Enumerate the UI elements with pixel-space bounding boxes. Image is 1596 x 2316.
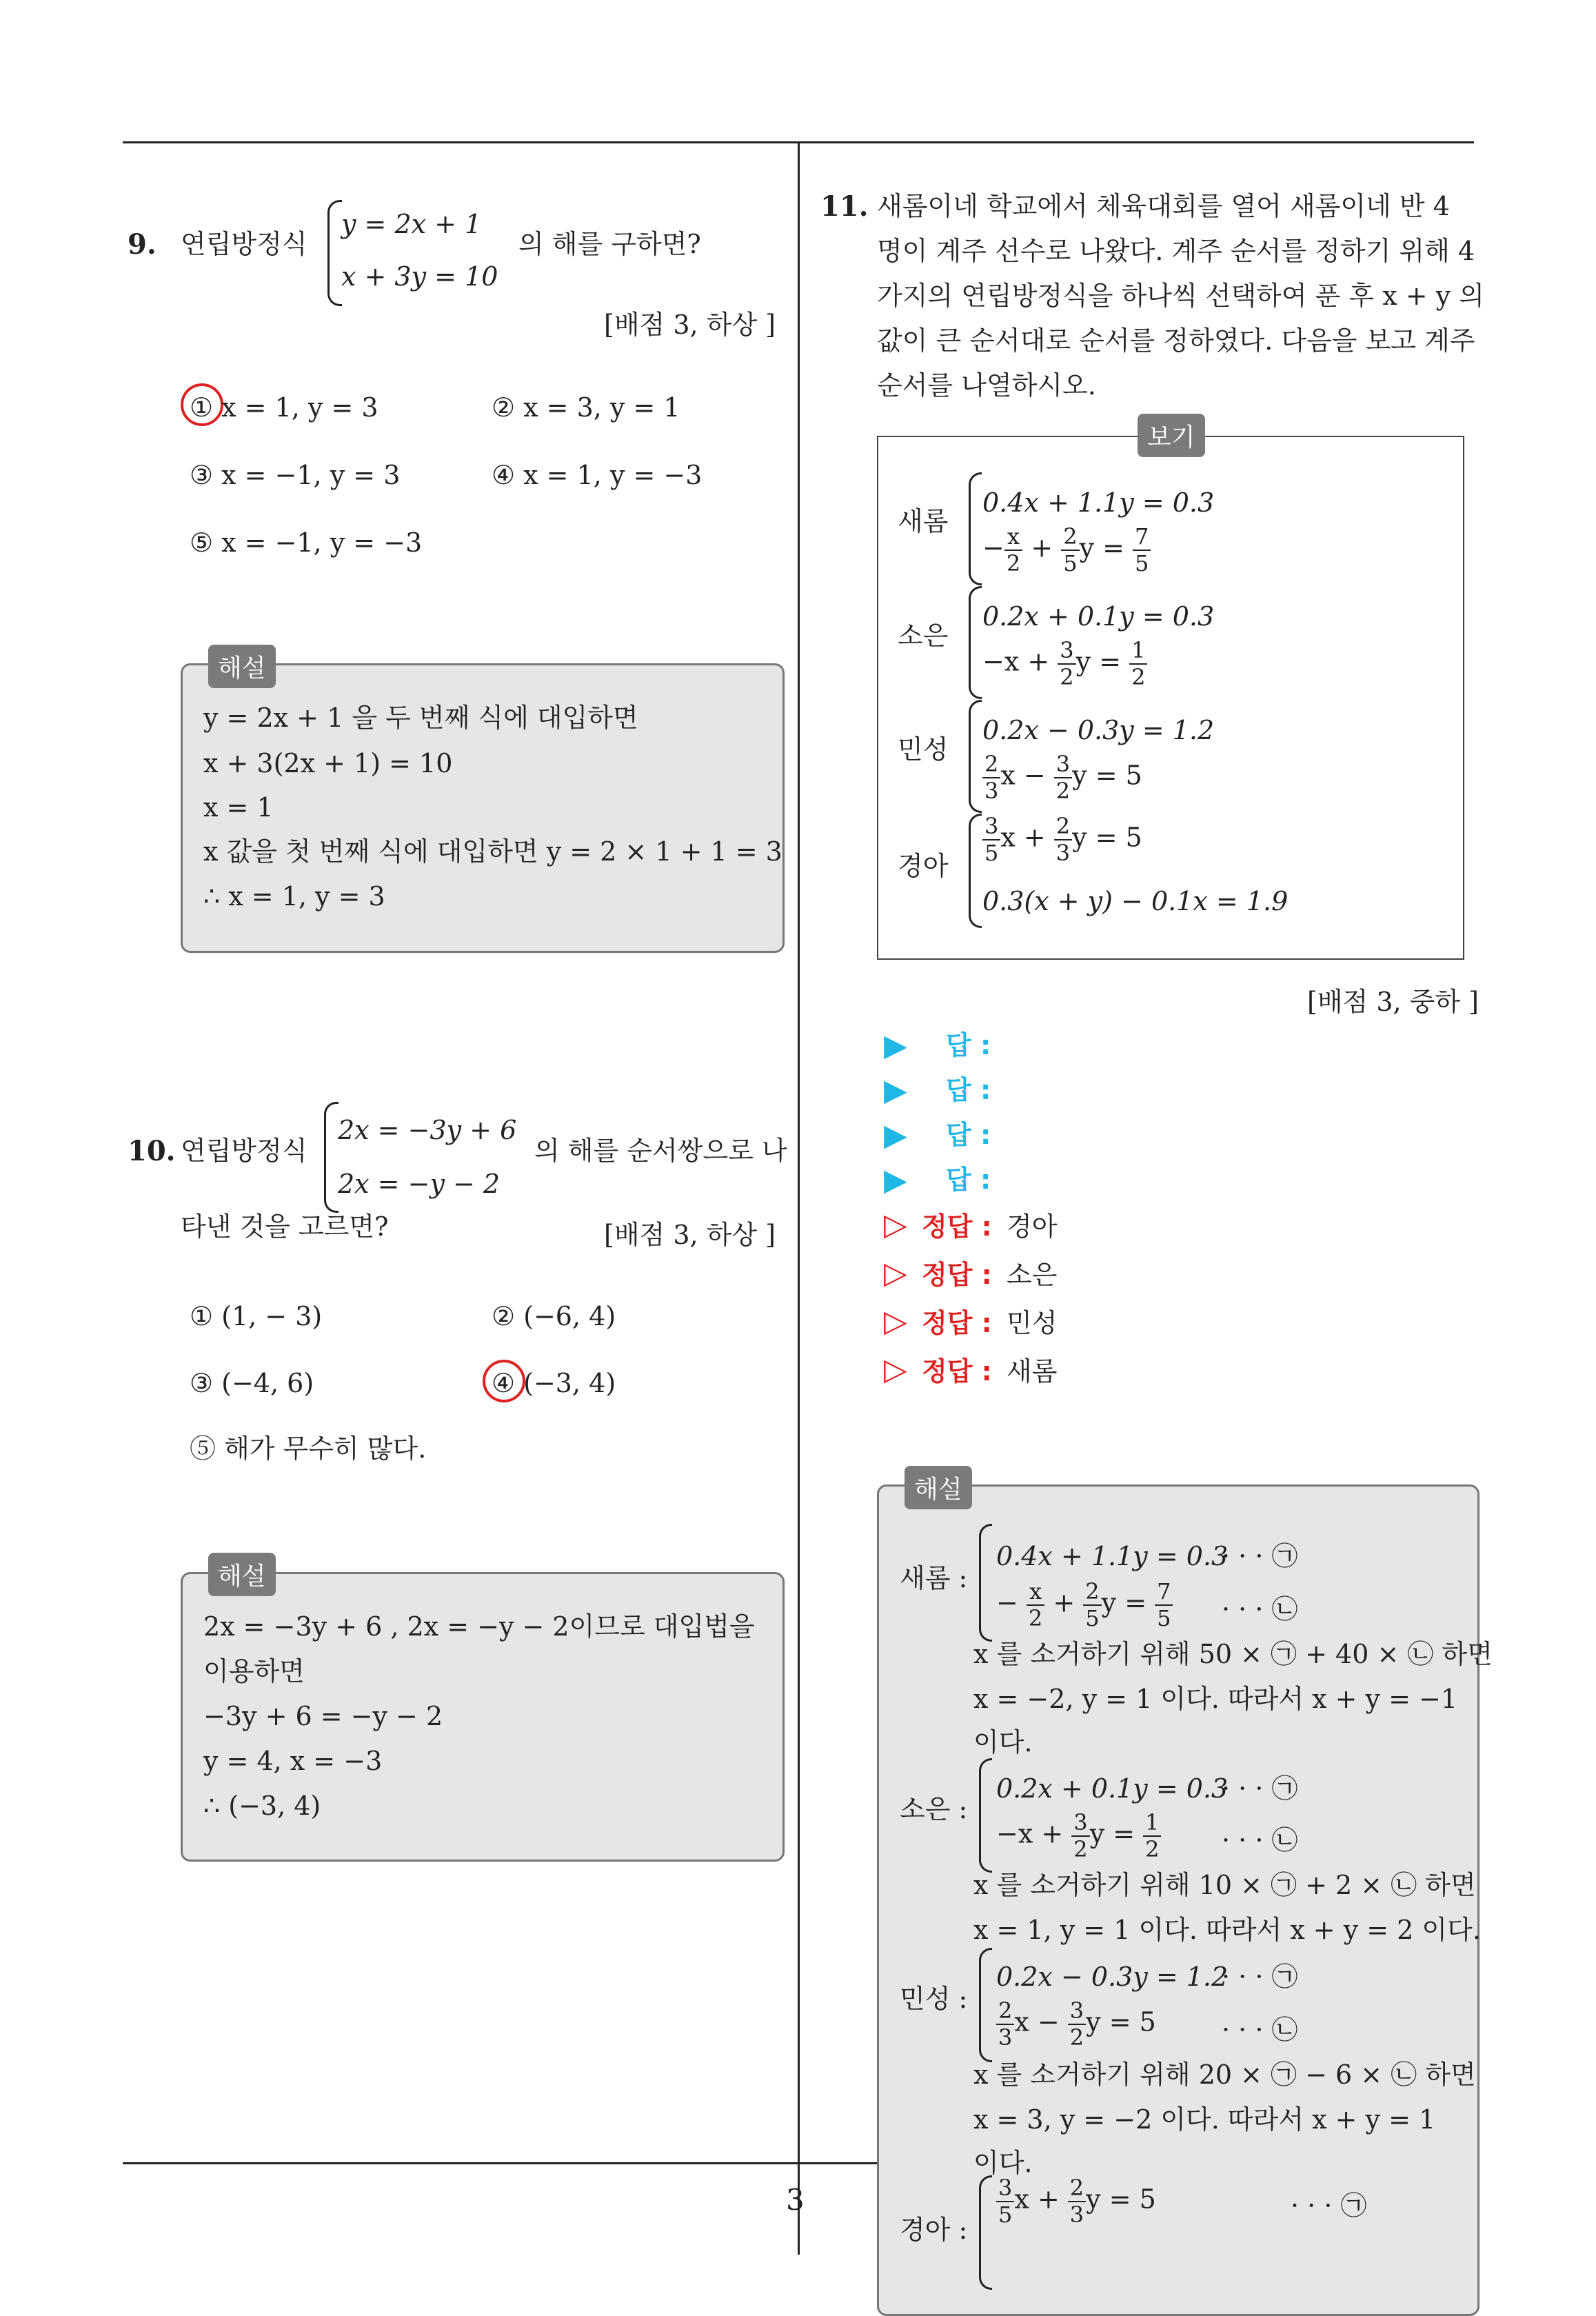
q9-score: [배점 3, 하상 ] <box>604 310 776 340</box>
q11-text-2: 명이 계주 선수로 나왔다. 계주 순서를 정하기 위해 4 <box>877 236 1475 266</box>
answer-arrow-3: ▶ <box>884 1118 907 1153</box>
exp-name-minseong: 민성 : <box>900 1984 968 2014</box>
exp-l2-minseong: x = 3, y = −2 이다. 따라서 x + y = 1 <box>973 2104 1436 2135</box>
q9-eq1: y = 2x + 1 <box>341 209 482 239</box>
correct-label-4: 정답 : <box>922 1356 992 1387</box>
correct-answer-4: 새롬 <box>1007 1356 1058 1387</box>
exp-eq2-saerom: − $\frac{x}{2}$ + $\frac{2}{5}$ y = $\frac{7}{5}$ <box>996 1579 1173 1631</box>
q11-bogi-tag: 보기 <box>1138 414 1205 457</box>
bogi-brace-minseong <box>969 700 982 813</box>
exp-l2-saerom: x = −2, y = 1 이다. 따라서 x + y = −1 <box>973 1684 1458 1714</box>
exp-l2-soeun: x = 1, y = 1 이다. 따라서 x + y = 2 이다. <box>973 1915 1481 1945</box>
q10-choice-2[interactable]: ② (−6, 4) <box>492 1301 616 1331</box>
answer-label-2[interactable]: 답 : <box>946 1075 991 1105</box>
q9-eq2: x + 3y = 10 <box>341 261 498 292</box>
correct-label-3: 정답 : <box>922 1308 992 1338</box>
bogi-eq1-soeun: 0.2x + 0.1y = 0.3 <box>982 601 1215 632</box>
q10-choice-4[interactable]: ④ (−3, 4) <box>492 1368 616 1398</box>
bogi-eq1-minseong: 0.2x − 0.3y = 1.2 <box>982 715 1215 745</box>
exp-mark2-soeun: · · · ㉡ <box>1222 1825 1298 1855</box>
q10-score: [배점 3, 하상 ] <box>604 1220 776 1250</box>
exp-name-soeun: 소은 : <box>900 1794 968 1824</box>
bogi-name-gyeonga: 경아 <box>898 851 949 881</box>
bogi-name-minseong: 민성 <box>898 734 949 765</box>
q10-choice-1[interactable]: ① (1, − 3) <box>190 1301 323 1331</box>
q9-suffix: 의 해를 구하면? <box>518 229 701 259</box>
q9-choice-4[interactable]: ④ x = 1, y = −3 <box>492 460 703 490</box>
page-number: 3 <box>786 2183 805 2217</box>
bogi-eq1-gyeonga: $\frac{3}{5}$ x + $\frac{2}{3}$ y = 5 <box>982 814 1142 866</box>
answer-arrow-2: ▶ <box>884 1073 907 1108</box>
bogi-eq1-saerom: 0.4x + 1.1y = 0.3 <box>982 487 1215 518</box>
q9-explain-line-1: y = 2x + 1 을 두 번째 식에 대입하면 <box>203 703 638 733</box>
q9-brace <box>327 200 342 306</box>
q11-text-1: 새롬이네 학교에서 체육대회를 열어 새롬이네 반 4 <box>877 191 1450 221</box>
correct-label-1: 정답 : <box>922 1211 992 1242</box>
q9-choice-5[interactable]: ⑤ x = −1, y = −3 <box>190 527 423 558</box>
answer-label-3[interactable]: 답 : <box>946 1120 991 1150</box>
bogi-brace-gyeonga <box>969 814 982 928</box>
q11-text-4: 값이 큰 순서대로 순서를 정하였다. 다음을 보고 계주 <box>877 325 1475 356</box>
q10-prefix: 연립방정식 <box>181 1136 307 1166</box>
exp-mark2-minseong: · · · ㉡ <box>1222 2015 1298 2045</box>
exp-l3-saerom: 이다. <box>973 1727 1033 1758</box>
exp-l3-minseong: 이다. <box>973 2148 1033 2178</box>
q9-number: 9. <box>128 228 156 261</box>
exp-l1-soeun: x 를 소거하기 위해 10 × ㉠ + 2 × ㉡ 하면 <box>973 1870 1476 1900</box>
q10-eq1: 2x = −3y + 6 <box>338 1115 517 1145</box>
answer-arrow-4: ▶ <box>884 1162 907 1198</box>
bogi-brace-saerom <box>969 472 982 585</box>
exp-mark1-soeun: · · · ㉠ <box>1222 1773 1298 1804</box>
bogi-brace-soeun <box>969 586 982 699</box>
correct-answer-1: 경아 <box>1007 1211 1058 1242</box>
exp-eq2-soeun: −x + $\frac{3}{2}$ y = $\frac{1}{2}$ <box>996 1810 1161 1862</box>
exp-mark1-saerom: · · · ㉠ <box>1222 1541 1298 1571</box>
q9-explanation-tag: 해설 <box>208 645 276 688</box>
q10-choice-3[interactable]: ③ (−4, 6) <box>190 1368 314 1398</box>
exp-eq1-gyeonga: $\frac{3}{5}$ x + $\frac{2}{3}$ y = 5 <box>996 2175 1156 2228</box>
q9-choice-1[interactable]: ① x = 1, y = 3 <box>190 392 378 423</box>
exp-brace-minseong <box>979 1948 992 2062</box>
bogi-eq2-gyeonga: 0.3(x + y) − 0.1x = 1.9 <box>982 886 1289 916</box>
q9-explain-line-3: x = 1 <box>203 792 274 823</box>
exp-name-gyeonga: 경아 : <box>900 2215 968 2245</box>
q10-choice-5[interactable]: ⑤ 해가 무수히 많다. <box>190 1433 427 1464</box>
q10-explain-line-2: 이용하면 <box>203 1656 305 1686</box>
answer-arrow-1: ▶ <box>884 1028 907 1063</box>
answer-label-4[interactable]: 답 : <box>946 1165 991 1195</box>
q11-score: [배점 3, 중하 ] <box>1307 987 1479 1017</box>
q10-explain-line-4: y = 4, x = −3 <box>203 1746 383 1776</box>
exp-l1-minseong: x 를 소거하기 위해 20 × ㉠ − 6 × ㉡ 하면 <box>973 2060 1476 2090</box>
q9-explain-line-2: x + 3(2x + 1) = 10 <box>203 748 453 778</box>
q11-text-3: 가지의 연립방정식을 하나씩 선택하여 푼 후 x + y 의 <box>877 281 1484 311</box>
exp-brace-saerom <box>979 1524 992 1642</box>
bogi-eq2-soeun: −x + $\frac{3}{2}$ y = $\frac{1}{2}$ <box>982 638 1147 690</box>
column-divider <box>798 141 800 2255</box>
q10-eq2: 2x = −y − 2 <box>338 1169 501 1199</box>
exp-brace-soeun <box>979 1758 992 1873</box>
correct-tri-2: ▷ <box>884 1256 907 1291</box>
exp-mark1-minseong: · · · ㉠ <box>1222 1962 1298 1992</box>
q11-text-5: 순서를 나열하시오. <box>877 370 1096 401</box>
q11-explanation-box <box>877 1484 1479 2316</box>
correct-answer-3: 민성 <box>1007 1308 1058 1338</box>
exp-eq2-minseong: $\frac{2}{3}$ x − $\frac{3}{2}$ y = 5 <box>996 1998 1156 2051</box>
q10-explain-line-1: 2x = −3y + 6 , 2x = −y − 2이므로 대입법을 <box>203 1611 755 1642</box>
q9-prefix: 연립방정식 <box>181 229 307 259</box>
bogi-eq2-saerom: − $\frac{x}{2}$ + $\frac{2}{5}$ y = $\frac{7}{5}$ <box>982 524 1151 576</box>
bogi-eq2-minseong: $\frac{2}{3}$ x − $\frac{3}{2}$ y = 5 <box>982 752 1142 804</box>
q10-brace <box>324 1102 339 1213</box>
correct-tri-1: ▷ <box>884 1207 907 1242</box>
q10-explanation-tag: 해설 <box>208 1553 276 1596</box>
correct-label-2: 정답 : <box>922 1260 992 1290</box>
q11-explanation-tag: 해설 <box>905 1466 972 1509</box>
q9-explain-line-4: x 값을 첫 번째 식에 대입하면 y = 2 × 1 + 1 = 3 <box>203 836 782 867</box>
bogi-name-saerom: 새롬 <box>898 506 949 536</box>
q9-explain-line-5: ∴ x = 1, y = 3 <box>203 881 385 912</box>
q10-suffix: 의 해를 순서쌍으로 나 <box>534 1136 787 1166</box>
q10-line2: 타낸 것을 고르면? <box>181 1211 389 1242</box>
exp-brace-gyeonga <box>979 2175 992 2290</box>
q11-number: 11. <box>820 190 869 223</box>
q10-number: 10. <box>128 1135 176 1167</box>
q9-choice-2[interactable]: ② x = 3, y = 1 <box>492 392 680 423</box>
exp-l1-saerom: x 를 소거하기 위해 50 × ㉠ + 40 × ㉡ 하면 <box>973 1639 1493 1669</box>
q9-choice-3[interactable]: ③ x = −1, y = 3 <box>190 460 401 490</box>
exp-name-saerom: 새롬 : <box>900 1563 968 1593</box>
exp-mark1-gyeonga: · · · ㉠ <box>1291 2191 1367 2221</box>
exp-eq1-saerom: 0.4x + 1.1y = 0.3 <box>996 1541 1229 1571</box>
answer-label-1[interactable]: 답 : <box>946 1030 991 1060</box>
exp-mark2-saerom: · · · ㉡ <box>1222 1594 1298 1624</box>
q10-explain-line-3: −3y + 6 = −y − 2 <box>203 1701 443 1731</box>
exp-eq1-soeun: 0.2x + 0.1y = 0.3 <box>996 1773 1229 1804</box>
correct-tri-3: ▷ <box>884 1304 907 1339</box>
exp-eq1-minseong: 0.2x − 0.3y = 1.2 <box>996 1962 1229 1992</box>
correct-answer-2: 소은 <box>1007 1260 1058 1290</box>
bogi-name-soeun: 소은 <box>898 621 949 651</box>
q10-explain-line-5: ∴ (−3, 4) <box>203 1791 321 1821</box>
correct-tri-4: ▷ <box>884 1352 907 1387</box>
